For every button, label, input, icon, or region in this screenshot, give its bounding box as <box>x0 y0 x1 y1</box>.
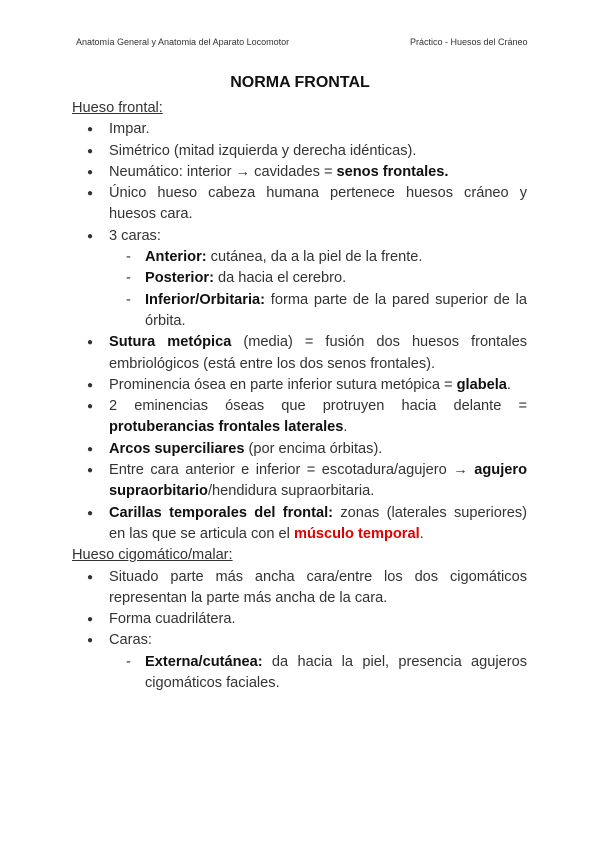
list-item <box>72 141 527 162</box>
item-text: Entre cara anterior e inferior = escotadura/agujero → <box>109 462 475 479</box>
sublist-item <box>109 652 527 695</box>
frontal-list <box>72 119 527 545</box>
item-bold: senos frontales. <box>336 163 449 180</box>
list-item <box>72 503 527 546</box>
list-item <box>72 375 527 396</box>
item-bold: Arcos superciliares <box>109 440 245 457</box>
item-text: . <box>343 419 348 436</box>
section-heading-frontal: Hueso frontal: <box>72 100 163 116</box>
cigomatico-caras-sublist <box>109 652 527 695</box>
item-text: (media) = fusión dos huesos frontales embriológicos (está entre los dos senos frontales). <box>109 334 528 372</box>
caras-sublist <box>109 247 527 332</box>
list-item <box>72 460 527 503</box>
item-bold: agujero supraorbitario <box>109 462 527 500</box>
list-item <box>72 439 527 460</box>
item-text: Único hueso cabeza humana pertenece huesos cráneo y huesos cara. <box>109 185 527 223</box>
item-text: da hacia la piel, presencia agujeros cigomáticos faciales. <box>145 653 527 692</box>
list-item <box>72 226 527 332</box>
sublist-item <box>109 268 527 289</box>
item-text: 2 eminencias óseas que protruyen hacia delante = <box>109 398 527 415</box>
item-text: Impar. <box>109 121 150 138</box>
item-text: /hendidura supraorbitaria. <box>207 483 375 500</box>
item-text: . <box>419 525 424 542</box>
item-text: . <box>506 376 511 393</box>
item-bold: Sutura metópica <box>109 334 232 351</box>
document-body <box>72 98 527 694</box>
item-bold: Posterior: <box>145 270 214 287</box>
item-text: (por encima órbitas). <box>244 440 383 457</box>
item-bold: Inferior/Orbitaria: <box>145 291 266 308</box>
list-item <box>72 332 527 375</box>
item-bold: Externa/cutánea: <box>145 653 263 670</box>
page-title: NORMA FRONTAL <box>230 74 370 91</box>
item-text: forma parte de la pared superior de la órbita. <box>145 291 527 329</box>
cigomatico-list <box>72 567 527 695</box>
item-text: Simétrico (mitad izquierda y derecha idénticas). <box>109 142 417 159</box>
item-text: da hacia el cerebro. <box>213 270 347 287</box>
sublist-item <box>109 290 527 333</box>
item-bold: glabela <box>456 376 507 393</box>
item-text: 3 caras: <box>109 227 161 244</box>
list-item <box>72 609 527 630</box>
list-item <box>72 119 527 140</box>
list-item <box>72 630 527 694</box>
item-text: cutánea, da a la piel de la frente. <box>206 249 423 266</box>
sublist-item <box>109 247 527 268</box>
item-text: Forma cuadrilátera. <box>109 611 236 628</box>
item-bold: Anterior: <box>145 249 207 266</box>
list-item <box>72 183 527 226</box>
item-bold: protuberancias frontales laterales <box>109 419 344 436</box>
item-text: Situado parte más ancha cara/entre los dos cigomáticos representan la parte más ancha de la cara. <box>109 568 527 606</box>
item-text: Neumático: interior → cavidades = <box>109 163 337 180</box>
list-item <box>72 567 527 610</box>
section-heading-cigomatico: Hueso cigomático/malar: <box>72 547 233 564</box>
item-text: Prominencia ósea en parte inferior sutura metópica = <box>109 376 457 393</box>
list-item <box>72 396 527 439</box>
item-text: zonas (laterales superiores) en las que se articula con el <box>109 504 528 542</box>
item-bold: Carillas temporales del frontal: <box>109 504 333 521</box>
list-item <box>72 162 527 183</box>
item-red-highlight: músculo temporal <box>293 525 420 542</box>
running-header-right: Práctico - Huesos del Cráneo <box>410 37 528 47</box>
running-header-left: Anatomía General y Anatomia del Aparato Locomotor <box>76 37 290 47</box>
item-text: Caras: <box>109 632 152 649</box>
